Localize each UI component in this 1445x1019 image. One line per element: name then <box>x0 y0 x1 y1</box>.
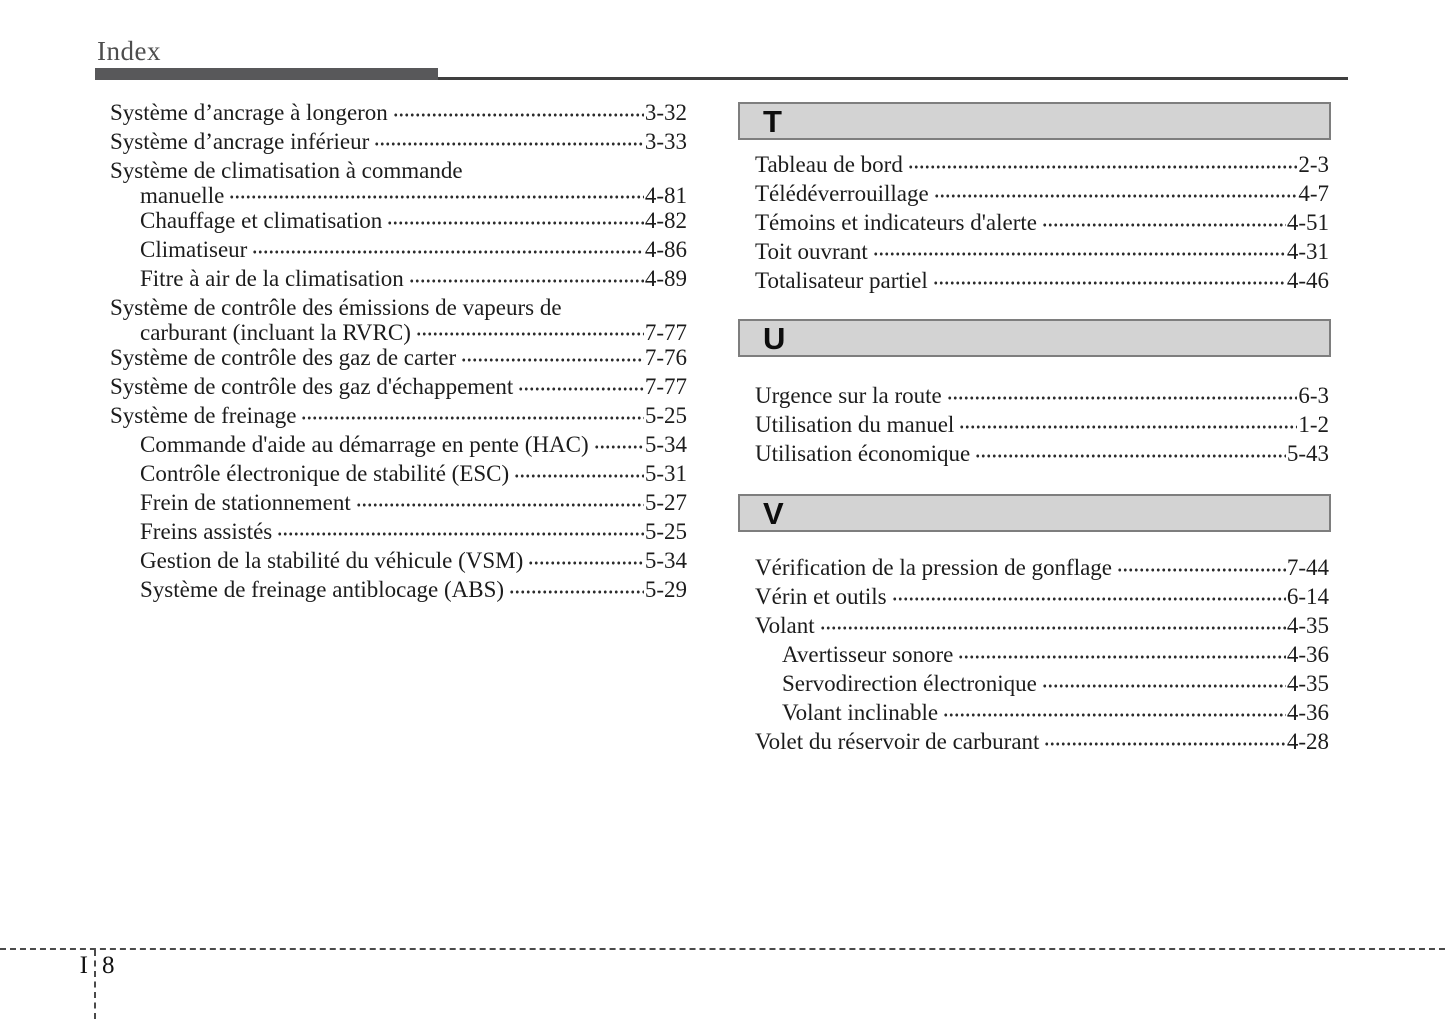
index-subentry <box>110 546 687 575</box>
entry-label: Volet du réservoir de carburant <box>755 729 1040 754</box>
index-entry <box>110 401 687 430</box>
dot-leader <box>1044 727 1285 756</box>
index-subentry <box>110 517 687 546</box>
entry-label: Système de freinage antiblocage (ABS) <box>140 577 505 602</box>
entry-label: Totalisateur partiel <box>755 268 928 293</box>
entry-label: Servodirection électronique <box>782 671 1037 696</box>
section-header-U <box>738 319 1331 357</box>
entry-label: Système d’ancrage à longeron <box>110 100 388 125</box>
dot-leader <box>374 127 644 156</box>
index-subentry <box>738 640 1331 669</box>
dot-leader <box>277 517 644 546</box>
dot-leader <box>975 439 1286 468</box>
entry-page-number: 4-31 <box>1286 239 1329 264</box>
dot-leader <box>594 430 644 459</box>
index-entry-wrap-second-line <box>110 322 687 343</box>
index-entry <box>738 179 1331 208</box>
entry-page-number: 1-2 <box>1298 412 1329 437</box>
section-letter: T <box>763 103 782 139</box>
entry-label: Volant inclinable <box>782 700 939 725</box>
dot-leader <box>820 611 1286 640</box>
dot-leader <box>947 381 1298 410</box>
entry-label: Tableau de bord <box>755 152 903 177</box>
entry-page-number: 7-76 <box>644 345 687 370</box>
index-entry <box>738 553 1331 582</box>
entry-label: Commande d'aide au démarrage en pente (HAC) <box>140 432 589 457</box>
section-V-entries <box>738 553 1331 756</box>
entry-page-number: 7-44 <box>1286 555 1329 580</box>
dot-leader <box>892 582 1286 611</box>
dot-leader <box>461 343 644 372</box>
dot-leader <box>518 372 644 401</box>
entry-label: Climatiseur <box>140 237 248 262</box>
dot-leader <box>301 401 643 430</box>
index-entry <box>738 208 1331 237</box>
footer-vertical-divider <box>94 950 96 1019</box>
entry-page-number: 3-33 <box>644 129 687 154</box>
entry-page-number: 4-35 <box>1286 671 1329 696</box>
entry-page-number: 4-46 <box>1286 268 1329 293</box>
entry-label: Frein de stationnement <box>140 490 351 515</box>
entry-label: Vérin et outils <box>755 584 887 609</box>
entry-label: Utilisation économique <box>755 441 971 466</box>
section-T-entries <box>738 150 1331 295</box>
dot-leader <box>387 206 644 235</box>
entry-page-number: 6-3 <box>1298 383 1329 408</box>
index-subentry <box>110 575 687 604</box>
entry-label: Gestion de la stabilité du véhicule (VSM) <box>140 548 524 573</box>
section-letter: V <box>763 495 784 531</box>
dot-leader <box>514 459 644 488</box>
entry-label: Toit ouvrant <box>755 239 868 264</box>
entry-label: Système de contrôle des gaz de carter <box>110 345 457 370</box>
entry-label: Fitre à air de la climatisation <box>140 266 404 291</box>
dot-leader <box>908 150 1298 179</box>
index-entry <box>738 410 1331 439</box>
dot-leader <box>393 98 644 127</box>
entry-page-number: 7-77 <box>644 374 687 399</box>
index-entry-wrap-first-line <box>110 293 687 322</box>
entry-page-number: 5-27 <box>644 490 687 515</box>
title-underline-bar <box>95 68 438 80</box>
dot-leader <box>959 410 1297 439</box>
entry-page-number: 4-36 <box>1286 700 1329 725</box>
dot-leader <box>933 266 1286 295</box>
index-subentry <box>738 698 1331 727</box>
entry-page-number: 4-51 <box>1286 210 1329 235</box>
dot-leader <box>416 322 644 343</box>
dot-leader <box>252 235 644 264</box>
section-letter: U <box>763 320 786 356</box>
entry-page-number: 5-29 <box>644 577 687 602</box>
dot-leader <box>873 237 1286 266</box>
index-entry <box>738 237 1331 266</box>
section-header-T <box>738 102 1331 140</box>
footer-divider <box>0 948 1445 950</box>
dot-leader <box>1117 553 1286 582</box>
entry-page-number: 4-82 <box>644 208 687 233</box>
index-entry <box>110 343 687 372</box>
entry-page-number: 4-28 <box>1286 729 1329 754</box>
dot-leader <box>943 698 1286 727</box>
entry-page-number: 4-89 <box>644 266 687 291</box>
entry-page-number: 4-86 <box>644 237 687 262</box>
index-entry <box>110 98 687 127</box>
entry-page-number: 5-25 <box>644 403 687 428</box>
dot-leader <box>1042 669 1286 698</box>
entry-page-number: 7-77 <box>644 320 687 345</box>
footer-section-letter: I <box>79 952 88 979</box>
dot-leader <box>409 264 644 293</box>
index-entry <box>738 266 1331 295</box>
entry-label: Utilisation du manuel <box>755 412 955 437</box>
index-entry <box>738 611 1331 640</box>
entry-label: Système de contrôle des gaz d'échappement <box>110 374 514 399</box>
entry-label: carburant (incluant la RVRC) <box>140 320 411 345</box>
index-subentry <box>110 264 687 293</box>
index-entry <box>110 127 687 156</box>
entry-page-number: 6-14 <box>1286 584 1329 609</box>
section-header-V <box>738 494 1331 532</box>
index-column-right <box>738 102 1331 756</box>
index-entry <box>110 372 687 401</box>
entry-page-number: 5-31 <box>644 461 687 486</box>
entry-label: manuelle <box>140 183 225 208</box>
entry-page-number: 4-81 <box>644 183 687 208</box>
entry-label: Urgence sur la route <box>755 383 942 408</box>
entry-label: Système d’ancrage inférieur <box>110 129 370 154</box>
entry-label: Système de freinage <box>110 403 297 428</box>
index-column-left <box>110 98 687 604</box>
entry-label: Avertisseur sonore <box>782 642 954 667</box>
index-subentry <box>110 459 687 488</box>
entry-page-number: 4-35 <box>1286 613 1329 638</box>
entry-label: Freins assistés <box>140 519 273 544</box>
index-entry-wrap-second-line <box>110 185 687 206</box>
index-subentry <box>110 430 687 459</box>
entry-page-number: 4-7 <box>1298 181 1329 206</box>
index-subentry <box>110 206 687 235</box>
entry-page-number: 4-36 <box>1286 642 1329 667</box>
index-subentry <box>738 669 1331 698</box>
dot-leader <box>528 546 644 575</box>
index-entry <box>738 439 1331 468</box>
entry-label: Volant <box>755 613 815 638</box>
dot-leader <box>356 488 644 517</box>
index-entry <box>738 381 1331 410</box>
entry-label: Contrôle électronique de stabilité (ESC) <box>140 461 510 486</box>
entry-label: Télédéverrouillage <box>755 181 929 206</box>
index-entry <box>738 582 1331 611</box>
index-entry-wrap-first-line <box>110 156 687 185</box>
entry-page-number: 5-34 <box>644 432 687 457</box>
entry-page-number: 5-34 <box>644 548 687 573</box>
index-entry <box>738 727 1331 756</box>
footer-page-number: 8 <box>102 952 115 979</box>
dot-leader <box>958 640 1285 669</box>
section-U-entries <box>738 381 1331 468</box>
index-entry <box>738 150 1331 179</box>
page-title: Index <box>97 36 161 66</box>
entry-label: Témoins et indicateurs d'alerte <box>755 210 1037 235</box>
entry-label: Système de climatisation à commande <box>110 158 463 183</box>
dot-leader <box>509 575 644 604</box>
entry-label: Système de contrôle des émissions de vapeurs de <box>110 295 562 320</box>
entry-page-number: 3-32 <box>644 100 687 125</box>
dot-leader <box>229 185 644 206</box>
dot-leader <box>1042 208 1286 237</box>
dot-leader <box>934 179 1298 208</box>
index-subentry <box>110 235 687 264</box>
entry-label: Chauffage et climatisation <box>140 208 383 233</box>
entry-page-number: 2-3 <box>1298 152 1329 177</box>
entry-page-number: 5-25 <box>644 519 687 544</box>
index-subentry <box>110 488 687 517</box>
entry-page-number: 5-43 <box>1286 441 1329 466</box>
entry-label: Vérification de la pression de gonflage <box>755 555 1113 580</box>
